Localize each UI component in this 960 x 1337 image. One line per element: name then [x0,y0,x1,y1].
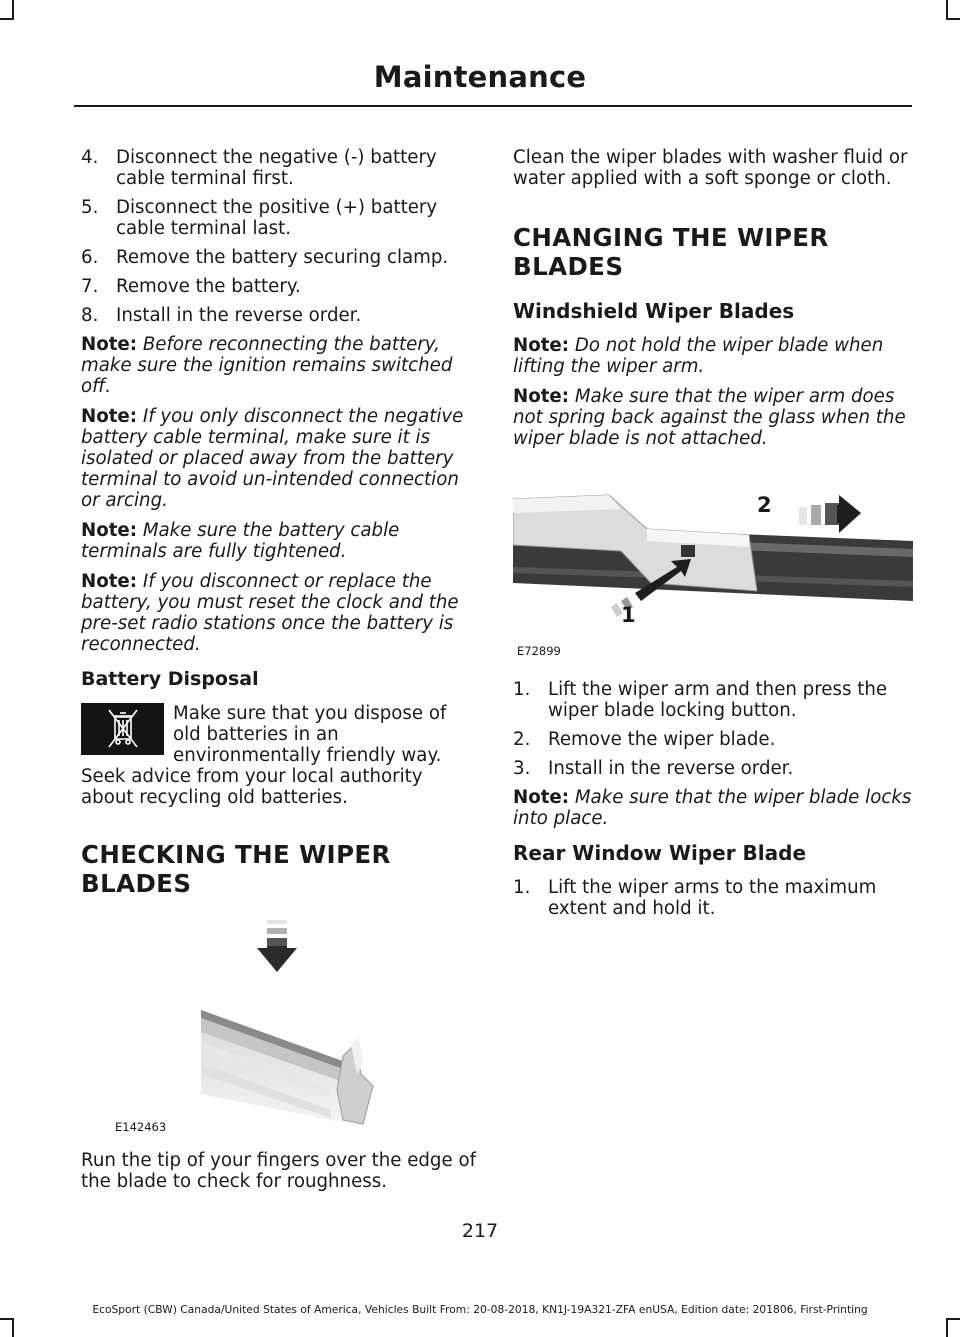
crop-mark-bottom-left-h [0,1318,14,1320]
page-number: 217 [461,1220,499,1242]
list-item: 5. Disconnect the positive (+) battery cable terminal last. [81,197,438,239]
crop-mark-bottom-left-v [12,1318,14,1337]
battery-disposal-heading: Battery Disposal [81,668,259,690]
changing-wiper-heading: CHANGING THE WIPER BLADES [513,223,829,281]
cleaning-intro: Clean the wiper blades with washer fluid or water applied with a soft sponge or cloth. [513,147,908,189]
header-divider [74,105,912,107]
note: Note: Make sure that the wiper blade locks into place. [513,787,912,829]
right-column [513,147,913,927]
list-item: 4. Disconnect the negative (-) battery cable terminal first. [81,147,437,189]
note: Note: Do not hold the wiper blade when lifting the wiper arm. [513,335,884,377]
list-item: 2. Remove the wiper blade. [513,729,776,750]
checking-wiper-heading: CHECKING THE WIPER BLADES [81,840,391,898]
note: Note: Make sure the battery cable terminals are fully tightened. [81,520,400,562]
battery-disposal-block [81,703,477,808]
windshield-wiper-heading: Windshield Wiper Blades [513,299,795,323]
battery-steps-list [81,147,477,326]
crossed-out-bin-icon [81,703,164,755]
crop-mark-bottom-right-h [946,1318,960,1320]
checking-text: Run the tip of your fingers over the edge of the blade to check for roughness. [81,1150,476,1192]
wiper-release-figure [513,463,913,663]
figure-code: E72899 [517,644,561,658]
page-title: Maintenance [373,60,587,94]
note: Note: Before reconnecting the battery, make sure the ignition remains switched off. [81,334,453,397]
wiper-release-illustration [513,463,913,663]
crop-mark-top-right-h [946,18,960,20]
figure-code: E142463 [115,1120,167,1134]
crop-mark-top-left-v [12,0,14,18]
footer-text: EcoSport (CBW) Canada/United States of America, Vehicles Built From: 20-08-2018, KN1J-19A321-ZFA enUSA, Edition date: 201806, First-Printing [92,1303,868,1316]
note: Note: Make sure that the wiper arm does not spring back against the glass when the wiper blade is not attached. [513,386,906,449]
list-item: 1. Lift the wiper arms to the maximum extent and hold it. [513,877,877,919]
battery-disposal-text: Make sure that you dispose of old batteries in an environmentally friendly way. Seek advice from your local authority about recycling old batteries. [81,703,447,808]
callout-1: 1 [621,603,636,627]
list-item: 7. Remove the battery. [81,276,301,297]
crop-mark-top-left-h [0,18,14,20]
note: Note: If you only disconnect the negative battery cable terminal, make sure it is isolated or placed away from the battery terminal to avoid un-intended connection or arcing. [81,406,464,511]
list-item: 1. Lift the wiper arm and then press the wiper blade locking button. [513,679,888,721]
wiper-blade-edge-figure [81,914,477,1142]
list-item: 3. Install in the reverse order. [513,758,794,779]
note: Note: If you disconnect or replace the battery, you must reset the clock and the pre-set radio stations once the battery is reconnected. [81,571,459,655]
left-column [81,147,477,1200]
rear-wiper-heading: Rear Window Wiper Blade [513,841,807,865]
crop-mark-bottom-right-v [946,1318,948,1337]
list-item: 8. Install in the reverse order. [81,305,362,326]
wiper-steps-list [513,679,913,779]
crop-mark-top-right-v [946,0,948,18]
list-item: 6. Remove the battery securing clamp. [81,247,449,268]
wiper-blade-edge-illustration [81,914,477,1142]
rear-steps-list [513,877,913,919]
callout-2: 2 [757,493,772,517]
